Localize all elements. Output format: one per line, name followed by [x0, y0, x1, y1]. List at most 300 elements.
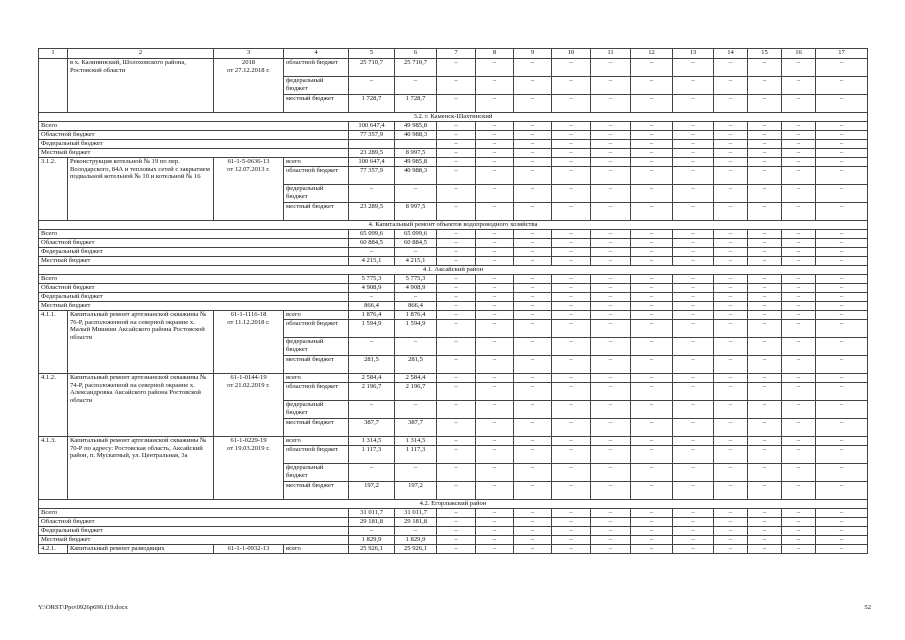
- dash-cell: –: [748, 167, 782, 185]
- project-document: 2018 от 27.12.2018 г.: [214, 59, 284, 113]
- dash-cell: –: [437, 464, 476, 482]
- dash-cell: –: [476, 275, 514, 284]
- column-header: 5: [349, 49, 395, 59]
- dash-cell: –: [552, 419, 591, 437]
- dash-cell: –: [552, 374, 591, 383]
- value-cell: 100 647,4: [349, 158, 395, 167]
- value-cell: –: [349, 464, 395, 482]
- dash-cell: –: [748, 311, 782, 320]
- project-name: в х. Калининский, Шолоховского района, Ростовской области: [68, 59, 214, 113]
- budget-type: областной бюджет: [284, 59, 349, 77]
- dash-cell: –: [437, 446, 476, 464]
- value-cell: –: [395, 248, 437, 257]
- dash-cell: –: [591, 545, 631, 554]
- value-cell: 31 011,7: [395, 509, 437, 518]
- dash-cell: –: [748, 437, 782, 446]
- dash-cell: –: [816, 257, 868, 266]
- dash-cell: –: [437, 77, 476, 95]
- project-row: [39, 545, 868, 554]
- dash-cell: –: [437, 482, 476, 500]
- dash-cell: –: [673, 257, 714, 266]
- dash-cell: –: [437, 320, 476, 338]
- dash-cell: –: [552, 284, 591, 293]
- dash-cell: –: [552, 509, 591, 518]
- dash-cell: –: [714, 419, 748, 437]
- value-cell: 8 997,5: [395, 149, 437, 158]
- dash-cell: –: [631, 158, 673, 167]
- dash-cell: –: [816, 338, 868, 356]
- total-label: Всего: [39, 275, 349, 284]
- column-header: 14: [714, 49, 748, 59]
- budget-type: федеральный бюджет: [284, 338, 349, 356]
- dash-cell: –: [437, 383, 476, 401]
- dash-cell: –: [591, 509, 631, 518]
- dash-cell: –: [748, 320, 782, 338]
- dash-cell: –: [437, 122, 476, 131]
- dash-cell: –: [782, 275, 816, 284]
- budget-type: областной бюджет: [284, 167, 349, 185]
- dash-cell: –: [714, 527, 748, 536]
- value-cell: 1 829,9: [395, 536, 437, 545]
- column-header: 2: [68, 49, 214, 59]
- dash-cell: –: [552, 248, 591, 257]
- dash-cell: –: [514, 401, 552, 419]
- value-cell: 25 926,1: [395, 545, 437, 554]
- dash-cell: –: [673, 446, 714, 464]
- dash-cell: –: [514, 446, 552, 464]
- dash-cell: –: [514, 527, 552, 536]
- dash-cell: –: [631, 527, 673, 536]
- dash-cell: –: [591, 167, 631, 185]
- dash-cell: –: [673, 464, 714, 482]
- total-row: [39, 518, 868, 527]
- dash-cell: –: [782, 257, 816, 266]
- dash-cell: –: [631, 437, 673, 446]
- dash-cell: –: [514, 185, 552, 203]
- column-header: 7: [437, 49, 476, 59]
- dash-cell: –: [514, 230, 552, 239]
- project-document: 61-1-5-0636-13 от 12.07.2013 г.: [214, 158, 284, 221]
- dash-cell: –: [552, 464, 591, 482]
- dash-cell: –: [673, 239, 714, 248]
- dash-cell: –: [631, 356, 673, 374]
- value-cell: 1 314,5: [395, 437, 437, 446]
- value-cell: –: [395, 464, 437, 482]
- project-number: 4.1.1.: [39, 311, 68, 374]
- value-cell: 4 908,9: [395, 284, 437, 293]
- dash-cell: –: [591, 122, 631, 131]
- dash-cell: –: [782, 464, 816, 482]
- dash-cell: –: [514, 545, 552, 554]
- dash-cell: –: [552, 338, 591, 356]
- value-cell: 5 775,3: [395, 275, 437, 284]
- value-cell: 2 584,4: [349, 374, 395, 383]
- dash-cell: –: [591, 482, 631, 500]
- dash-cell: –: [673, 203, 714, 221]
- dash-cell: –: [437, 167, 476, 185]
- dash-cell: –: [714, 311, 748, 320]
- total-row: [39, 536, 868, 545]
- dash-cell: –: [782, 185, 816, 203]
- dash-cell: –: [552, 518, 591, 527]
- dash-cell: –: [748, 536, 782, 545]
- dash-cell: –: [514, 374, 552, 383]
- dash-cell: –: [673, 284, 714, 293]
- dash-cell: –: [591, 527, 631, 536]
- dash-cell: –: [476, 446, 514, 464]
- value-cell: 65 099,6: [395, 230, 437, 239]
- dash-cell: –: [782, 482, 816, 500]
- value-cell: 1 728,7: [395, 95, 437, 113]
- value-cell: 1 314,5: [349, 437, 395, 446]
- dash-cell: –: [748, 284, 782, 293]
- dash-cell: –: [552, 536, 591, 545]
- dash-cell: –: [631, 545, 673, 554]
- dash-cell: –: [591, 59, 631, 77]
- dash-cell: –: [591, 239, 631, 248]
- value-cell: 49 985,8: [395, 158, 437, 167]
- dash-cell: –: [514, 239, 552, 248]
- dash-cell: –: [782, 149, 816, 158]
- dash-cell: –: [631, 383, 673, 401]
- total-label: Местный бюджет: [39, 302, 349, 311]
- dash-cell: –: [748, 275, 782, 284]
- column-header: 17: [816, 49, 868, 59]
- dash-cell: –: [437, 374, 476, 383]
- dash-cell: –: [437, 140, 476, 149]
- dash-cell: –: [591, 293, 631, 302]
- value-cell: –: [395, 527, 437, 536]
- dash-cell: –: [782, 293, 816, 302]
- dash-cell: –: [714, 293, 748, 302]
- dash-cell: –: [782, 302, 816, 311]
- dash-cell: –: [552, 356, 591, 374]
- value-cell: –: [395, 77, 437, 95]
- dash-cell: –: [476, 158, 514, 167]
- dash-cell: –: [514, 293, 552, 302]
- dash-cell: –: [437, 401, 476, 419]
- dash-cell: –: [748, 257, 782, 266]
- dash-cell: –: [673, 122, 714, 131]
- dash-cell: –: [514, 419, 552, 437]
- dash-cell: –: [591, 437, 631, 446]
- dash-cell: –: [782, 338, 816, 356]
- budget-type: местный бюджет: [284, 482, 349, 500]
- value-cell: 77 357,9: [349, 167, 395, 185]
- total-row: [39, 257, 868, 266]
- total-label: Местный бюджет: [39, 257, 349, 266]
- dash-cell: –: [552, 545, 591, 554]
- value-cell: 5 775,3: [349, 275, 395, 284]
- dash-cell: –: [631, 482, 673, 500]
- dash-cell: –: [514, 536, 552, 545]
- dash-cell: –: [748, 239, 782, 248]
- value-cell: 4 215,1: [395, 257, 437, 266]
- dash-cell: –: [673, 140, 714, 149]
- dash-cell: –: [748, 446, 782, 464]
- page-number: 52: [864, 604, 871, 611]
- dash-cell: –: [591, 446, 631, 464]
- dash-cell: –: [476, 536, 514, 545]
- dash-cell: –: [673, 311, 714, 320]
- value-cell: [395, 140, 437, 149]
- dash-cell: –: [816, 419, 868, 437]
- dash-cell: –: [816, 131, 868, 140]
- dash-cell: –: [591, 230, 631, 239]
- dash-cell: –: [748, 95, 782, 113]
- dash-cell: –: [748, 293, 782, 302]
- dash-cell: –: [476, 77, 514, 95]
- dash-cell: –: [714, 131, 748, 140]
- value-cell: 1 876,4: [349, 311, 395, 320]
- value-cell: 866,4: [349, 302, 395, 311]
- dash-cell: –: [514, 482, 552, 500]
- dash-cell: –: [816, 149, 868, 158]
- dash-cell: –: [631, 149, 673, 158]
- dash-cell: –: [476, 95, 514, 113]
- dash-cell: –: [591, 140, 631, 149]
- value-cell: 40 988,3: [395, 167, 437, 185]
- dash-cell: –: [514, 257, 552, 266]
- value-cell: 1 728,7: [349, 95, 395, 113]
- dash-cell: –: [476, 293, 514, 302]
- dash-cell: –: [782, 140, 816, 149]
- dash-cell: –: [673, 275, 714, 284]
- project-number: 4.1.3.: [39, 437, 68, 500]
- dash-cell: –: [552, 401, 591, 419]
- column-header: 6: [395, 49, 437, 59]
- dash-cell: –: [816, 302, 868, 311]
- dash-cell: –: [476, 185, 514, 203]
- dash-cell: –: [552, 275, 591, 284]
- dash-cell: –: [673, 383, 714, 401]
- dash-cell: –: [782, 95, 816, 113]
- value-cell: 4 215,1: [349, 257, 395, 266]
- total-row: [39, 230, 868, 239]
- total-label: Областной бюджет: [39, 239, 349, 248]
- total-label: Местный бюджет: [39, 536, 349, 545]
- dash-cell: –: [782, 311, 816, 320]
- dash-cell: –: [816, 158, 868, 167]
- dash-cell: –: [816, 284, 868, 293]
- dash-cell: –: [476, 320, 514, 338]
- dash-cell: –: [714, 203, 748, 221]
- dash-cell: –: [816, 140, 868, 149]
- budget-type: всего: [284, 545, 349, 554]
- dash-cell: –: [631, 275, 673, 284]
- dash-cell: –: [631, 140, 673, 149]
- dash-cell: –: [714, 230, 748, 239]
- dash-cell: –: [748, 122, 782, 131]
- dash-cell: –: [514, 509, 552, 518]
- file-path: Y:\ORST\Ppo\0926p690.f19.docx: [38, 604, 128, 611]
- dash-cell: –: [673, 437, 714, 446]
- dash-cell: –: [437, 356, 476, 374]
- budget-type: местный бюджет: [284, 95, 349, 113]
- dash-cell: –: [782, 77, 816, 95]
- value-cell: 8 997,5: [395, 203, 437, 221]
- budget-type: федеральный бюджет: [284, 464, 349, 482]
- dash-cell: –: [476, 203, 514, 221]
- column-header: 4: [284, 49, 349, 59]
- dash-cell: –: [514, 140, 552, 149]
- value-cell: 2 584,4: [395, 374, 437, 383]
- total-row: [39, 284, 868, 293]
- dash-cell: –: [552, 158, 591, 167]
- dash-cell: –: [476, 482, 514, 500]
- dash-cell: –: [748, 77, 782, 95]
- dash-cell: –: [816, 356, 868, 374]
- dash-cell: –: [714, 437, 748, 446]
- dash-cell: –: [591, 248, 631, 257]
- dash-cell: –: [714, 248, 748, 257]
- total-row: [39, 149, 868, 158]
- dash-cell: –: [714, 383, 748, 401]
- column-header: 9: [514, 49, 552, 59]
- dash-cell: –: [476, 509, 514, 518]
- document-page: [38, 48, 867, 554]
- dash-cell: –: [552, 320, 591, 338]
- value-cell: 2 196,7: [395, 383, 437, 401]
- value-cell: 4 908,9: [349, 284, 395, 293]
- dash-cell: –: [514, 302, 552, 311]
- dash-cell: –: [437, 158, 476, 167]
- dash-cell: –: [816, 374, 868, 383]
- dash-cell: –: [748, 527, 782, 536]
- dash-cell: –: [514, 275, 552, 284]
- project-document: 61-1-1116-18 от 11.12.2018 г.: [214, 311, 284, 374]
- dash-cell: –: [714, 167, 748, 185]
- dash-cell: –: [437, 419, 476, 437]
- dash-cell: –: [552, 203, 591, 221]
- dash-cell: –: [631, 446, 673, 464]
- dash-cell: –: [673, 374, 714, 383]
- value-cell: 77 357,9: [349, 131, 395, 140]
- dash-cell: –: [476, 545, 514, 554]
- dash-cell: –: [714, 284, 748, 293]
- value-cell: 2 196,7: [349, 383, 395, 401]
- dash-cell: –: [714, 149, 748, 158]
- dash-cell: –: [816, 203, 868, 221]
- dash-cell: –: [514, 383, 552, 401]
- dash-cell: –: [591, 77, 631, 95]
- value-cell: –: [395, 338, 437, 356]
- dash-cell: –: [552, 446, 591, 464]
- dash-cell: –: [437, 437, 476, 446]
- dash-cell: –: [514, 320, 552, 338]
- total-label: Всего: [39, 509, 349, 518]
- dash-cell: –: [816, 383, 868, 401]
- dash-cell: –: [591, 257, 631, 266]
- dash-cell: –: [782, 239, 816, 248]
- dash-cell: –: [673, 302, 714, 311]
- dash-cell: –: [476, 302, 514, 311]
- value-cell: 387,7: [349, 419, 395, 437]
- dash-cell: –: [714, 257, 748, 266]
- dash-cell: –: [476, 140, 514, 149]
- budget-type: местный бюджет: [284, 419, 349, 437]
- dash-cell: –: [714, 77, 748, 95]
- dash-cell: –: [476, 59, 514, 77]
- dash-cell: –: [591, 284, 631, 293]
- value-cell: 65 099,6: [349, 230, 395, 239]
- dash-cell: –: [748, 140, 782, 149]
- dash-cell: –: [591, 275, 631, 284]
- dash-cell: –: [714, 518, 748, 527]
- budget-type: всего: [284, 437, 349, 446]
- dash-cell: –: [816, 482, 868, 500]
- dash-cell: –: [673, 59, 714, 77]
- dash-cell: –: [782, 383, 816, 401]
- value-cell: 29 181,8: [349, 518, 395, 527]
- value-cell: 1 594,9: [395, 320, 437, 338]
- total-label: Федеральный бюджет: [39, 140, 349, 149]
- dash-cell: –: [476, 311, 514, 320]
- value-cell: 25 710,7: [395, 59, 437, 77]
- dash-cell: –: [714, 122, 748, 131]
- project-document: 61-1-1-0932-13: [214, 545, 284, 554]
- dash-cell: –: [476, 527, 514, 536]
- dash-cell: –: [673, 482, 714, 500]
- dash-cell: –: [673, 230, 714, 239]
- dash-cell: –: [437, 527, 476, 536]
- dash-cell: –: [748, 482, 782, 500]
- dash-cell: –: [591, 401, 631, 419]
- total-row: [39, 248, 868, 257]
- dash-cell: –: [714, 509, 748, 518]
- dash-cell: –: [552, 167, 591, 185]
- column-header: 3: [214, 49, 284, 59]
- dash-cell: –: [552, 77, 591, 95]
- dash-cell: –: [714, 338, 748, 356]
- project-row: [39, 59, 868, 77]
- value-cell: 60 884,5: [395, 239, 437, 248]
- budget-type: областной бюджет: [284, 383, 349, 401]
- dash-cell: –: [631, 95, 673, 113]
- budget-type: местный бюджет: [284, 356, 349, 374]
- dash-cell: –: [591, 383, 631, 401]
- dash-cell: –: [631, 311, 673, 320]
- dash-cell: –: [476, 257, 514, 266]
- dash-cell: –: [476, 437, 514, 446]
- dash-cell: –: [748, 131, 782, 140]
- project-name: Реконструкция котельной № 19 по пер. Володарского, 84А и тепловых сетей с закрытием подвальной котельной № 10 и котельной № 16: [68, 158, 214, 221]
- dash-cell: –: [476, 401, 514, 419]
- dash-cell: –: [514, 464, 552, 482]
- dash-cell: –: [437, 311, 476, 320]
- dash-cell: –: [476, 419, 514, 437]
- dash-cell: –: [782, 509, 816, 518]
- dash-cell: –: [673, 401, 714, 419]
- value-cell: 1 876,4: [395, 311, 437, 320]
- column-header: 16: [782, 49, 816, 59]
- dash-cell: –: [437, 257, 476, 266]
- dash-cell: –: [631, 203, 673, 221]
- dash-cell: –: [631, 230, 673, 239]
- dash-cell: –: [714, 446, 748, 464]
- dash-cell: –: [816, 122, 868, 131]
- dash-cell: –: [714, 95, 748, 113]
- dash-cell: –: [631, 464, 673, 482]
- dash-cell: –: [552, 185, 591, 203]
- dash-cell: –: [782, 437, 816, 446]
- dash-cell: –: [816, 275, 868, 284]
- value-cell: 197,2: [349, 482, 395, 500]
- project-row: [39, 437, 868, 446]
- dash-cell: –: [748, 383, 782, 401]
- program-table: [38, 48, 868, 554]
- dash-cell: –: [437, 248, 476, 257]
